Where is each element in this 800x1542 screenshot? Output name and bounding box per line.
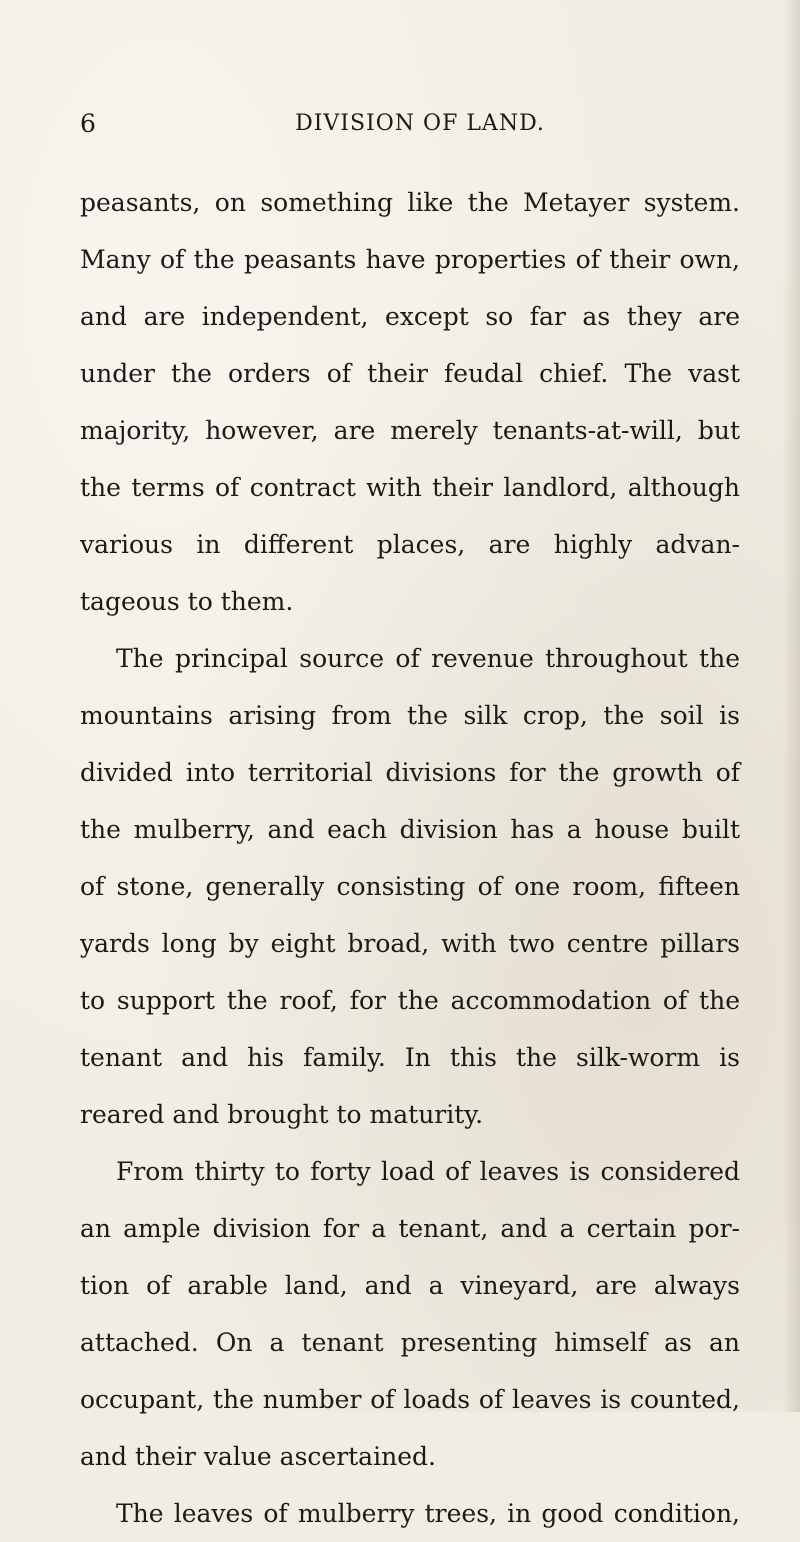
text-line: mountains arising from the silk crop, the soil is <box>80 701 740 730</box>
text-line: under the orders of their feudal chief. The vast <box>80 359 740 388</box>
text-line: tageous to them. <box>80 587 294 616</box>
text-line: of stone, generally consisting of one room, fifteen <box>80 872 740 901</box>
page-number: 6 <box>80 109 96 138</box>
text-line: tion of arable land, and a vineyard, are always <box>80 1271 740 1300</box>
text-line: majority, however, are merely tenants-at-will, but <box>80 416 740 445</box>
page-edge-shadow <box>782 0 800 1412</box>
text-line: to support the roof, for the accommodation of the <box>80 986 740 1015</box>
text-line: various in different places, are highly advan- <box>80 530 740 559</box>
text-line: Many of the peasants have properties of their own, <box>80 245 740 274</box>
text-line: The leaves of mulberry trees, in good condition, <box>116 1499 740 1528</box>
running-head <box>80 104 750 144</box>
text-line: divided into territorial divisions for the growth of <box>80 758 740 787</box>
text-line: tenant and his family. In this the silk-worm is <box>80 1043 740 1072</box>
text-line: and their value ascertained. <box>80 1442 436 1471</box>
text-line: the mulberry, and each division has a house built <box>80 815 740 844</box>
text-line: the terms of contract with their landlord, although <box>80 473 740 502</box>
text-line: attached. On a tenant presenting himself as an <box>80 1328 740 1357</box>
text-line: yards long by eight broad, with two centre pillars <box>80 929 740 958</box>
body-text <box>80 174 740 1542</box>
text-line: an ample division for a tenant, and a certain por- <box>80 1214 740 1243</box>
text-line: peasants, on something like the Metayer system. <box>80 188 740 217</box>
text-line: and are independent, except so far as they are <box>80 302 740 331</box>
text-line: reared and brought to maturity. <box>80 1100 484 1129</box>
text-line: From thirty to forty load of leaves is considered <box>116 1157 740 1186</box>
text-line: occupant, the number of loads of leaves is counted, <box>80 1385 740 1414</box>
running-title: DIVISION OF LAND. <box>295 111 545 136</box>
text-line: The principal source of revenue throughout the <box>116 644 740 673</box>
